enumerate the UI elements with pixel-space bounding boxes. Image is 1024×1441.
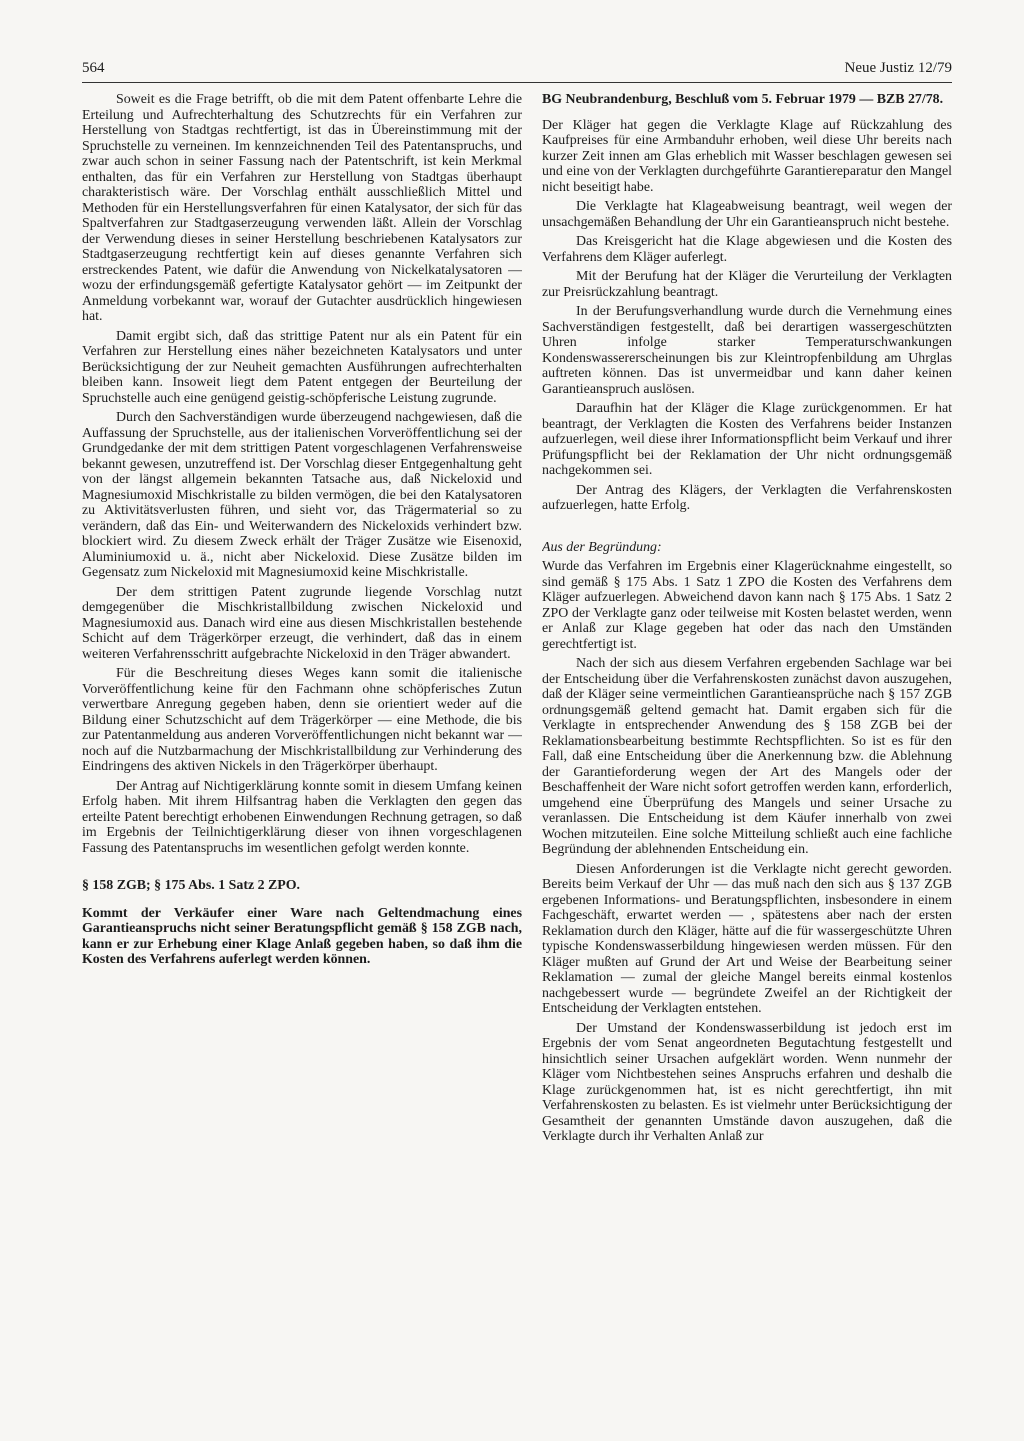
paragraph: Der Antrag auf Nichtigerklärung konnte somit in diesem Umfang keinen Erfolg haben. Mit ihrem Hilfsantrag haben die Verklagten den gegen das erteilte Patent berechtigt erhobenen Einwendungen Rechnung getragen, so daß im Ergebnis der Teilnichtigerklärung dieser von ihnen vorgeschlagenen Fassung des Patentanspruchs im wesentlichen gefolgt werden konnte. [82, 778, 522, 856]
right-column [542, 92, 952, 1412]
paragraph: Mit der Berufung hat der Kläger die Verurteilung der Verklagten zur Preisrückzahlung beantragt. [542, 269, 952, 300]
court-decision-heading: BG Neubrandenburg, Beschluß vom 5. Februar 1979 — BZB 27/78. [542, 92, 944, 107]
paragraph: Die Verklagte hat Klageabweisung beantragt, weil wegen der unsachgemäßen Behandlung der Uhr ein Garantieanspruch nicht bestehe. [542, 199, 952, 230]
paragraph: Wurde das Verfahren im Ergebnis einer Klagerücknahme eingestellt, so sind gemäß § 175 Abs. 1 Satz 1 ZPO die Kosten des Verfahrens dem Kläger aufzuerlegen. Abweichend davon kann nach § 175 Abs. 1 Satz 2 ZPO der Verklagte ganz oder teilweise mit Kosten belastet werden, wenn er Anlaß zur Klage gegeben hat oder das nach den Umständen gerechtfertigt ist. [542, 559, 952, 652]
paragraph: Damit ergibt sich, daß das strittige Patent nur als ein Patent für ein Verfahren zur Herstellung eines näher bezeichneten Katalysators und unter Berücksichtigung der zur Neuheit gemachten Ausführungen aufrechterhalten bleiben kann. Insoweit liegt dem Patent entgegen der Beurteilung der Spruchstelle auch eine genügend geistig-schöpferische Leistung zugrunde. [82, 328, 522, 406]
left-column [82, 92, 522, 1412]
paragraph: Diesen Anforderungen ist die Verklagte nicht gerecht geworden. Bereits beim Verkauf der Uhr — das muß nach den sich aus § 137 ZGB ergebenen Informations- und Beratungspflichten, insbesondere in einem Fachgeschäft, erwartet werden — , spätestens aber nach der ersten Reklamation durch den Kläger, hätte auf die für wassergeschützte Uhren typische Kondenswasserbildung hingewiesen werden müssen. Für den Kläger mußten auf Grund der Art und Weise der Bearbeitung seiner Reklamation — zumal der gleiche Mangel bereits einmal kostenlos nachgebessert wurde — begründete Zweifel an der Richtigkeit der Entscheidung der Verklagten entstehen. [542, 861, 952, 1016]
paragraph: Durch den Sachverständigen wurde überzeugend nachgewiesen, daß die Auffassung der Spruchstelle, aus der italienischen Vorveröffentlichung sei der Grundgedanke der mit dem strittigen Patent vorgeschlagenen Verfahrensweise bekannt gewesen, unzutreffend ist. Der Vorschlag dieser Entgegenhaltung geht von der längst allgemein bekannten Tatsache aus, daß Nickeloxid und Magnesiumoxid Mischkristalle zu bilden vermögen, die bei den Katalysatoren zu Aktivitätsverlusten führen, und sieht vor, das Trägermaterial so zu verändern, daß das Ein- und Weiterwandern des Nickeloxids verhindert bzw. blockiert wird. Zu diesem Zweck erhält der Träger Zusätze wie Eisenoxid, Aluminiumoxid u. ä., nicht aber Nickeloxid. Diese Zusätze bilden im Gegensatz zum Nickeloxid mit Magnesiumoxid keine Mischkristalle. [82, 410, 522, 580]
paragraph: Das Kreisgericht hat die Klage abgewiesen und die Kosten des Verfahrens dem Kläger auferlegt. [542, 234, 952, 265]
paragraph: Der Umstand der Kondenswasserbildung ist jedoch erst im Ergebnis der vom Senat angeordneten Begutachtung festgestellt und hinsichtlich seiner Ursachen aufgeklärt worden. Wenn nunmehr der Kläger vom Nichtbestehen seines Anspruchs erfahren und deshalb die Klage zurückgenommen hat, ist es nicht gerechtfertigt, ihn mit Verfahrenskosten zu belasten. Es ist vielmehr unter Berücksichtigung der Gesamtheit der genannten Umstände davon auszugehen, daß die Verklagte durch ihr Verhalten Anlaß zur [542, 1020, 952, 1144]
paragraph: Nach der sich aus diesem Verfahren ergebenden Sachlage war bei der Entscheidung über die Verfahrenskosten zunächst davon auszugehen, daß der Kläger seine vermeintlichen Garantieansprüche nach § 157 ZGB ordnungsgemäß geltend gemacht hat. Damit ergaben sich für die Verklagte in entsprechender Anwendung des § 158 ZGB bei der Reklamationsbearbeitung bestimmte Rechtspflichten. So ist es für den Fall, daß eine Entscheidung über die Anerkennung bzw. die Ablehnung der Garantieforderung wegen der Art des Mangels oder der Beschaffenheit der Ware nicht sofort getroffen werden kann, erforderlich, umgehend eine Überprüfung des Mangels und seiner Ursache zu veranlassen. Die Entscheidung ist dem Käufer innerhalb von zwei Wochen mitzuteilen. Eine solche Mitteilung schließt auch eine fachliche Begründung der ablehnenden Entscheidung ein. [542, 656, 952, 857]
paragraph: Daraufhin hat der Kläger die Klage zurückgenommen. Er hat beantragt, der Verklagten die Kosten des Verfahrens beider Instanzen aufzuerlegen, weil diese ihrer Informationspflicht beim Verkauf und ihrer Prüfungspflicht bei der Reklamation der Uhr nicht ordnungsgemäß nachgekommen sei. [542, 401, 952, 478]
paragraph: Der dem strittigen Patent zugrunde liegende Vorschlag nutzt demgegenüber die Mischkristallbildung zwischen Nickeloxid und Magnesiumoxid aus. Danach wird eine aus diesen Mischkristallen bestehende Schicht auf dem Trägerkörper erzeugt, die verhindert, daß das in einem weiteren Verfahrensschritt aufgebrachte Nickeloxid in den Träger abwandert. [82, 584, 522, 662]
reasons-heading: Aus der Begründung: [542, 539, 662, 555]
journal-issue: Neue Justiz 12/79 [844, 60, 952, 76]
paragraph: Für die Beschreitung dieses Weges kann somit die italienische Vorveröffentlichung keine für den Fachmann ohne schöpferisches Zutun verwertbare Anregung gegeben haben, denn sie orientiert weder auf die Bildung einer Schutzschicht auf dem Trägerkörper — eine Methode, die bis zur Patentanmeldung aus anderen Vorveröffentlichungen nicht bekannt war — noch auf die Nutzbarmachung der Mischkristallbildung zur Verhinderung des Eindringens des aktiven Nickels in den Trägerkörper überhaupt. [82, 666, 522, 774]
paragraph: Der Antrag des Klägers, der Verklagten die Verfahrenskosten aufzuerlegen, hatte Erfolg. [542, 482, 952, 513]
page-header [82, 60, 952, 82]
paragraph: In der Berufungsverhandlung wurde durch die Vernehmung eines Sachverständigen festgestellt, daß bei derartigen wassergeschützten Uhren infolge starker Temperaturschwankungen Kondenswassererscheinungen bis zur Kleintropfenbildung am Uhrglas auftreten können. Das ist unvermeidbar und kann daher keinen Garantieanspruch auslösen. [542, 304, 952, 397]
paragraph: Soweit es die Frage betrifft, ob die mit dem Patent offenbarte Lehre die Erteilung und Aufrechterhaltung des Schutzrechts für ein Verfahren zur Herstellung von Stadtgas rechtfertigt, ist das in Übereinstimmung mit der Spruchstelle zu verneinen. Im kennzeichnenden Teil des Patentanspruchs, und zwar auch schon in seiner Fassung nach der Patentschrift, ist kein Merkmal enthalten, das für ein Verfahren zur Herstellung von Stadtgas überhaupt charakteristisch wäre. Der Vorschlag enthält ausschließlich Mittel und Methoden für ein Herstellungsverfahren für einen Katalysator, der sich für das Spaltverfahren zur Stadtgaserzeugung verwenden läßt. Allein der Vorschlag der Verwendung dieses in seiner Herstellung beschriebenen Katalysators zur Stadtgaserzeugung rechtfertigt kein auf dieses genannte Verfahren sich erstreckendes Patent, wie dafür die Anwendung von Nickelkatalysatoren — wozu der erfindungsgemäß gefertigte Katalysator gehört — im Zeitpunkt der Anmeldung vorbekannt war, worauf der Gutachter ausdrücklich hingewiesen hat. [82, 92, 522, 324]
page-number: 564 [82, 60, 105, 76]
paragraph: Der Kläger hat gegen die Verklagte Klage auf Rückzahlung des Kaufpreises für eine Armbanduhr erhoben, weil diese Uhr bereits nach kurzer Zeit innen am Glas erheblich mit Wasser beschlagen gewesen sei und eine von der Verklagten durchgeführte Garantiereparatur den Mangel nicht beseitigt habe. [542, 117, 952, 195]
legal-reference-heading: § 158 ZGB; § 175 Abs. 1 Satz 2 ZPO. [82, 878, 301, 893]
headnote: Kommt der Verkäufer einer Ware nach Geltendmachung eines Garantieanspruchs nicht seiner Beratungspflicht gemäß § 158 ZGB nach, kann er zur Erhebung einer Klage Anlaß gegeben haben, so daß ihm die Kosten des Verfahrens auferlegt werden können. [82, 905, 522, 967]
header-rule [82, 82, 952, 83]
